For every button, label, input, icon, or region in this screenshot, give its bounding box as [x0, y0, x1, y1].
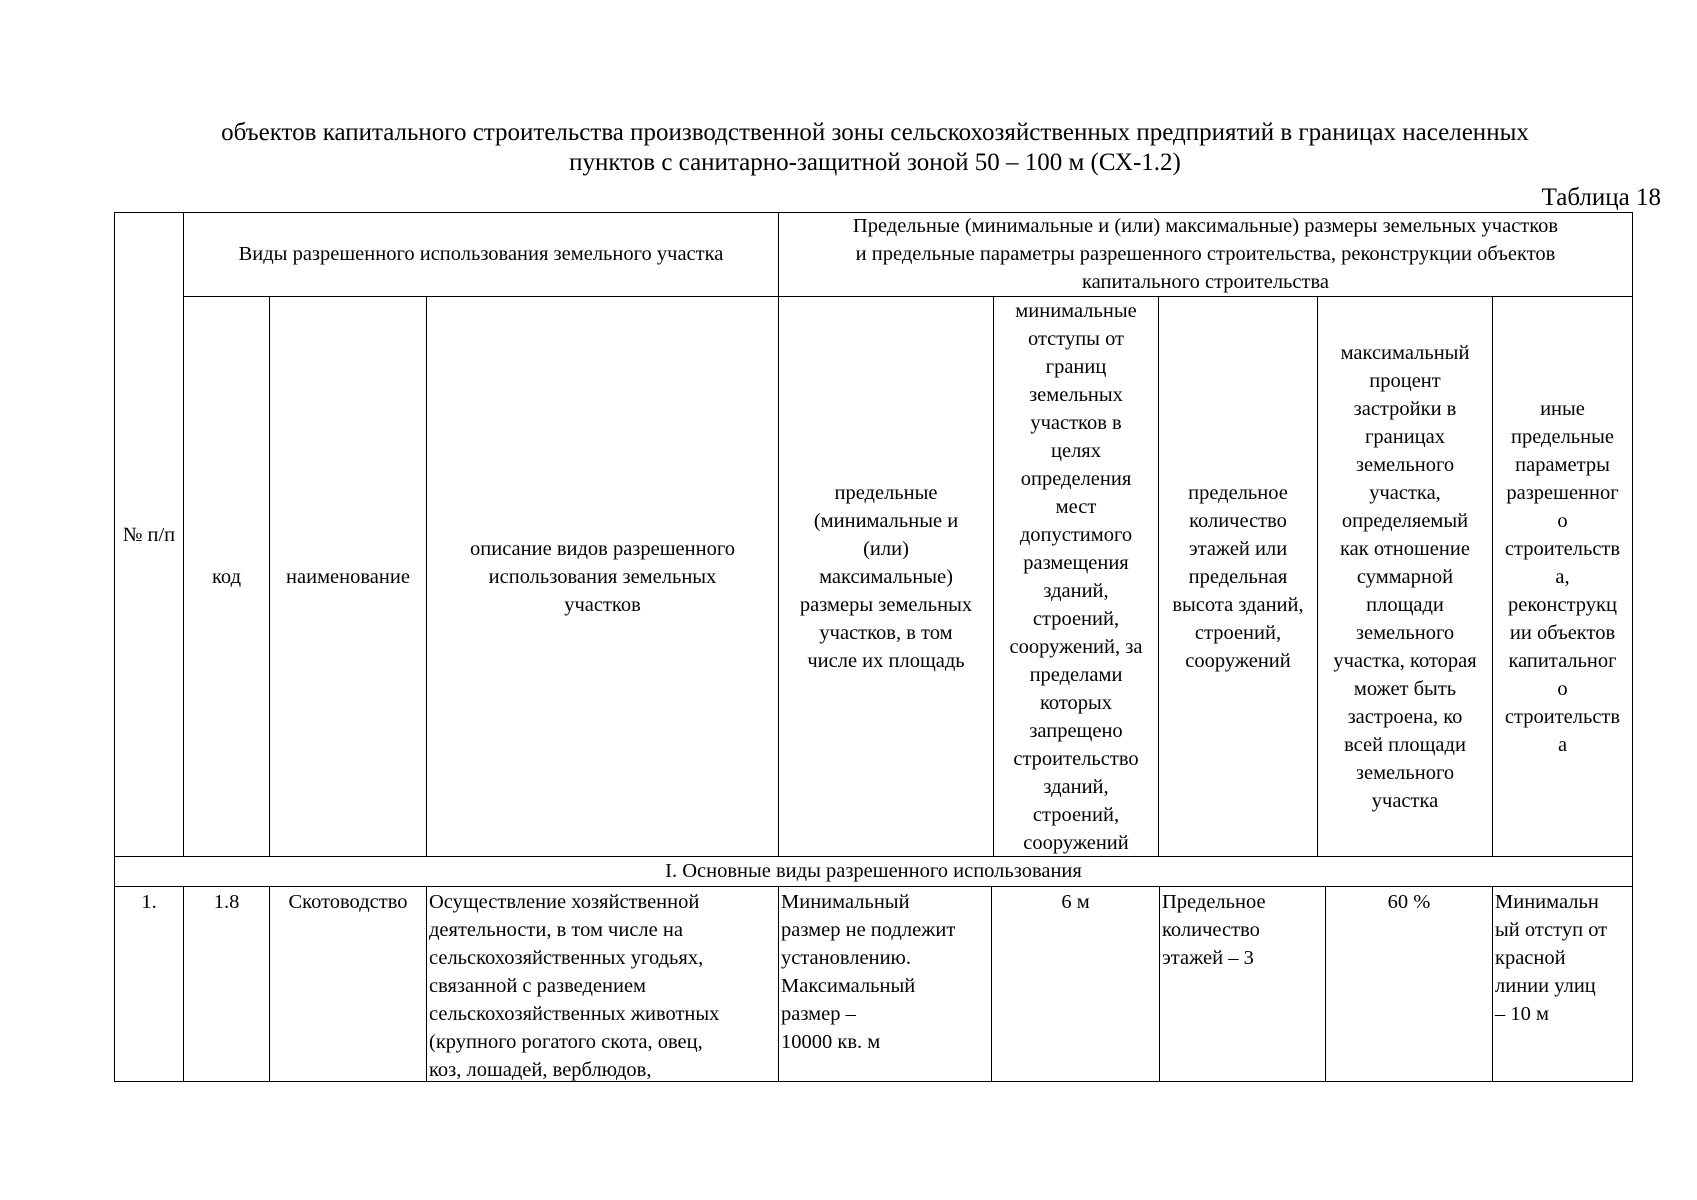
header-sizes: предельные (минимальные и (или) максимальные) размеры земельных участков, в том числе их площадь — [799, 481, 973, 672]
grid-line — [114, 886, 1632, 887]
header-name: наименование — [286, 565, 410, 588]
header-code: код — [211, 565, 241, 588]
header-num: № п/п — [122, 523, 176, 546]
header-floors: предельное количество этажей или предельная высота зданий, строений, сооружений — [1172, 481, 1304, 672]
grid-line — [114, 1081, 1632, 1082]
row-setbacks: 6 м — [1061, 891, 1090, 913]
row-floors: Предельное количество этажей – 3 — [1162, 891, 1266, 969]
row-other: Минимальн ый отступ от красной линии улиц – 10 м — [1495, 891, 1608, 1025]
row-name: Скотоводство — [288, 891, 408, 913]
header-group-limits: Предельные (минимальные и (или) максимальные) размеры земельных участков и предельные параметры разрешенного строительства, реконструкции объектов капитального строительства — [852, 215, 1559, 293]
header-description: описание видов разрешенного использования земельных участков — [470, 537, 735, 616]
header-other: иные предельные параметры разрешенног о строительств а, реконструкц ии объектов капитальног о строительств а — [1504, 397, 1621, 756]
header-percent: максимальный процент застройки в границах земельного участка, определяемый как отношение суммарной площади земельного участка, которая может быть застроена, ко всей площади земельного участка — [1333, 341, 1477, 812]
section-row: I. Основные виды разрешенного использования — [665, 860, 1082, 882]
header-group-use: Виды разрешенного использования земельного участка — [238, 243, 724, 265]
title-line-1: объектов капитального строительства производственной зоны сельскохозяйственных предприятий в границах населенных — [221, 119, 1529, 146]
document-title — [100, 118, 1650, 178]
title-line-2: пунктов с санитарно-защитной зоной 50 – 100 м (СХ-1.2) — [569, 149, 1181, 176]
header-setbacks: минимальные отступы от границ земельных участков в целях определения мест допустимого размещения зданий, строений, сооружений, за пределами которых запрещено строительство зданий, строений, сооружений — [1009, 299, 1143, 854]
table-label: Таблица 18 — [1541, 184, 1661, 211]
row-sizes: Минимальный размер не подлежит установлению. Максимальный размер – 10000 кв. м — [781, 891, 956, 1053]
row-percent: 60 % — [1387, 891, 1431, 913]
row-description: Осуществление хозяйственной деятельности, в том числе на сельскохозяйственных угодьях, связанной с разведением сельскохозяйственных животных (крупного рогатого скота, овец, коз, лошадей, верблюдов, — [429, 891, 720, 1081]
row-code: 1.8 — [213, 891, 240, 913]
row-num: 1. — [141, 891, 157, 913]
